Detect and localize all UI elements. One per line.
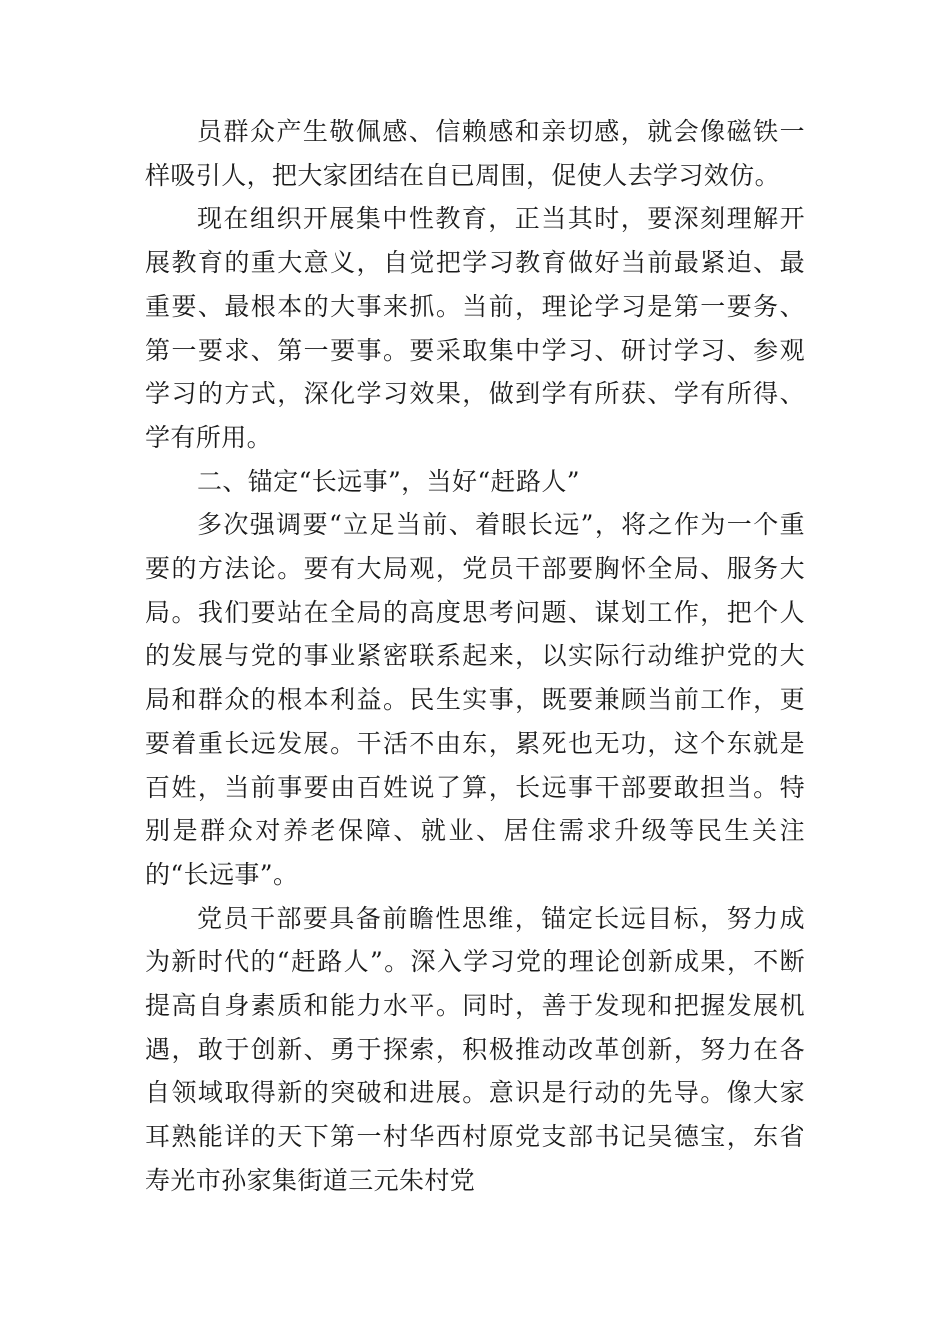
section-heading: 二、锚定“长远事”，当好“赶路人” xyxy=(197,466,580,496)
paragraph-2: 现在组织开展集中性教育，正当其时，要深刻理解开展教育的重大意义，自觉把学习教育做好当前最紧迫、最重要、最根本的大事来抓。当前，理论学习是第一要务、第一要求、第一要事。要采取集中学习、研讨学习、参观学习的方式，深化学习效果，做到学有所获、学有所得、学有所用。 xyxy=(145,204,805,452)
paragraph-4: 党员干部要具备前瞻性思维，锚定长远目标，努力成为新时代的“赶路人”。深入学习党的理论创新成果，不断提高自身素质和能力水平。同时，善于发现和把握发展机遇，敢于创新、勇于探索，积极推动改革创新，努力在各自领域取得新的突破和进展。意识是行动的先导。像大家耳熟能详的天下第一村华西村原党支部书记吴德宝，东省寿光市孙家集街道三元朱村党 xyxy=(145,903,805,1195)
document-body xyxy=(145,110,805,1203)
paragraph-3: 多次强调要“立足当前、着眼长远”，将之作为一个重要的方法论。要有大局观，党员干部要胸怀全局、服务大局。我们要站在全局的高度思考问题、谋划工作，把个人的发展与党的事业紧密联系起来，以实际行动维护党的大局和群众的根本利益。民生实事，既要兼顾当前工作，更要着重长远发展。干活不由东，累死也无功，这个东就是百姓，当前事要由百姓说了算，长远事干部要敢担当。特别是群众对养老保障、就业、居住需求升级等民生关注的“长远事”。 xyxy=(145,510,805,889)
paragraph-1: 员群众产生敬佩感、信赖感和亲切感，就会像磁铁一样吸引人，把大家团结在自已周围，促使人去学习效仿。 xyxy=(145,117,805,190)
